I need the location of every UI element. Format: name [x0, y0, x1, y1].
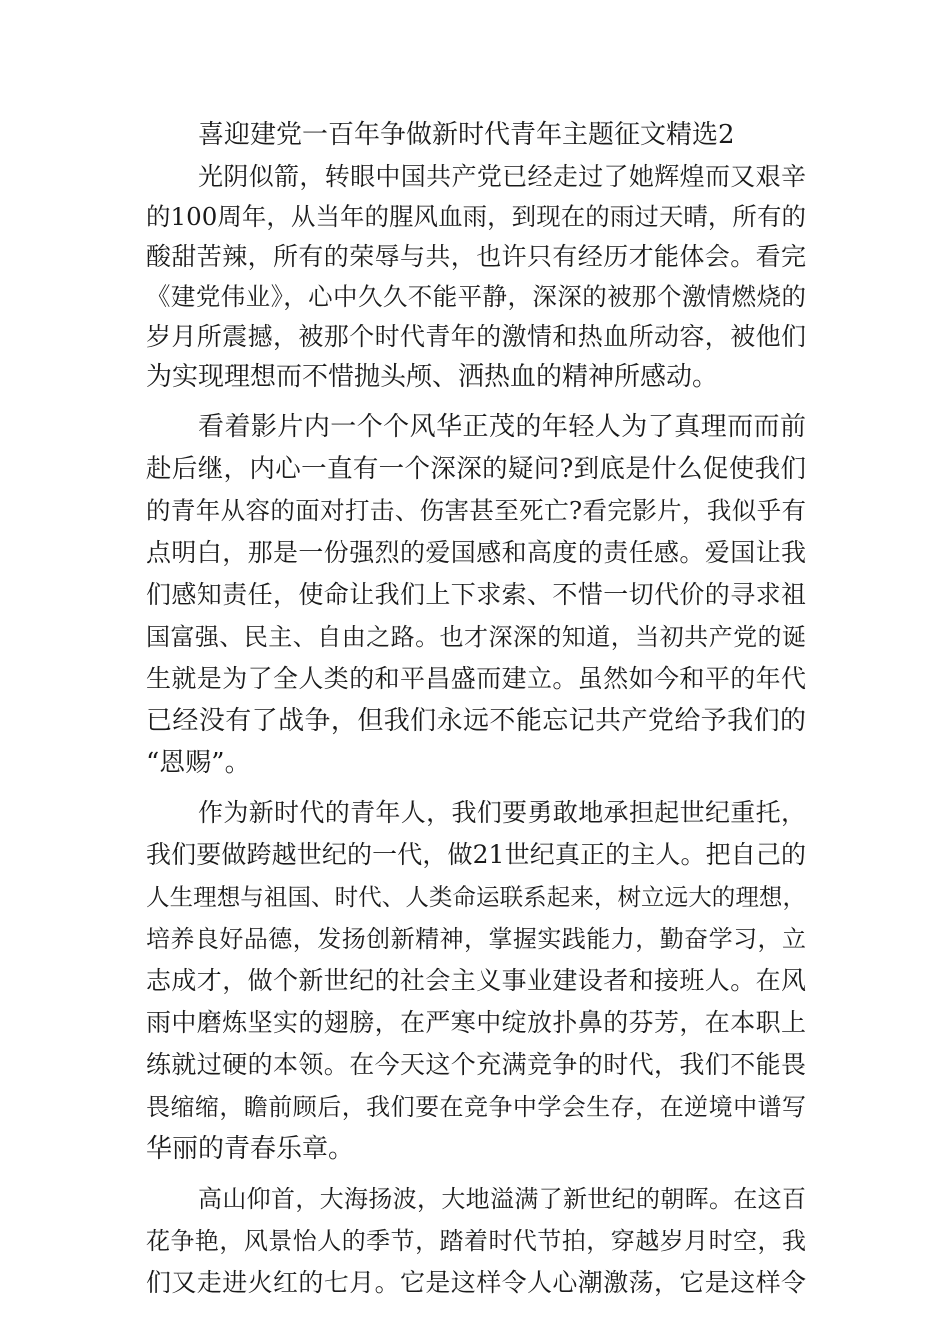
paragraph-line: 们又走进火红的七月。它是这样令人心潮激荡，它是这样令 [146, 1268, 806, 1297]
paragraph-line: 畏缩缩，瞻前顾后，我们要在竞争中学会生存，在逆境中谱写 [146, 1093, 806, 1121]
paragraph-line: 们感知责任，使命让我们上下求索、不惜一切代价的寻求祖 [146, 580, 806, 609]
document-title: 喜迎建党一百年争做新时代青年主题征文精选2 [198, 120, 735, 150]
paragraph-line: 岁月所震撼，被那个时代青年的激情和热血所动容，被他们 [146, 322, 806, 351]
paragraph-line: 《建党伟业》，心中久久不能平静，深深的被那个激情燃烧的 [146, 282, 806, 311]
paragraph-line: 华丽的青春乐章。 [146, 1134, 355, 1164]
paragraph-line: 作为新时代的青年人，我们要勇敢地承担起世纪重托， [198, 798, 806, 827]
paragraph-line: 赴后继，内心一直有一个深深的疑问?到底是什么促使我们 [146, 454, 806, 484]
paragraph-line: 练就过硬的本领。在今天这个充满竞争的时代，我们不能畏 [146, 1050, 806, 1079]
paragraph-line: 为实现理想而不惜抛头颅、洒热血的精神所感动。 [146, 362, 719, 392]
paragraph-line: 培养良好品德，发扬创新精神，掌握实践能力，勤奋学习，立 [146, 925, 806, 953]
paragraph-line: 人生理想与祖国、时代、人类命运联系起来，树立远大的理想， [146, 883, 806, 911]
paragraph-line: 生就是为了全人类的和平昌盛而建立。虽然如今和平的年代 [146, 664, 806, 693]
paragraph-line: 国富强、民主、自由之路。也才深深的知道，当初共产党的诞 [146, 623, 806, 651]
paragraph-line: 花争艳，风景怡人的季节，踏着时代节拍，穿越岁月时空，我 [146, 1227, 806, 1255]
paragraph-line: 志成才，做个新世纪的社会主义事业建设者和接班人。在风 [146, 966, 806, 995]
paragraph-line: 的青年从容的面对打击、伤害甚至死亡?看完影片，我似乎有 [146, 496, 806, 525]
paragraph-line: 的100周年，从当年的腥风血雨，到现在的雨过天晴，所有的 [146, 202, 806, 231]
paragraph-line: 我们要做跨越世纪的一代，做21世纪真正的主人。把自己的 [146, 840, 806, 869]
paragraph-line: 看着影片内一个个风华正茂的年轻人为了真理而而前 [198, 412, 806, 442]
paragraph-line: 点明白，那是一份强烈的爱国感和高度的责任感。爱国让我 [146, 538, 806, 567]
paragraph-line: “恩赐”。 [146, 748, 251, 778]
paragraph-line: 酸甜苦辣，所有的荣辱与共，也许只有经历才能体会。看完 [146, 242, 806, 271]
paragraph-line: 雨中磨炼坚实的翅膀，在严寒中绽放扑鼻的芬芳，在本职上 [146, 1008, 806, 1037]
paragraph-line: 已经没有了战争，但我们永远不能忘记共产党给予我们的 [146, 706, 806, 736]
paragraph-line: 光阴似箭，转眼中国共产党已经走过了她辉煌而又艰辛 [198, 162, 806, 191]
paragraph-line: 高山仰首，大海扬波，大地溢满了新世纪的朝晖。在这百 [198, 1185, 806, 1213]
